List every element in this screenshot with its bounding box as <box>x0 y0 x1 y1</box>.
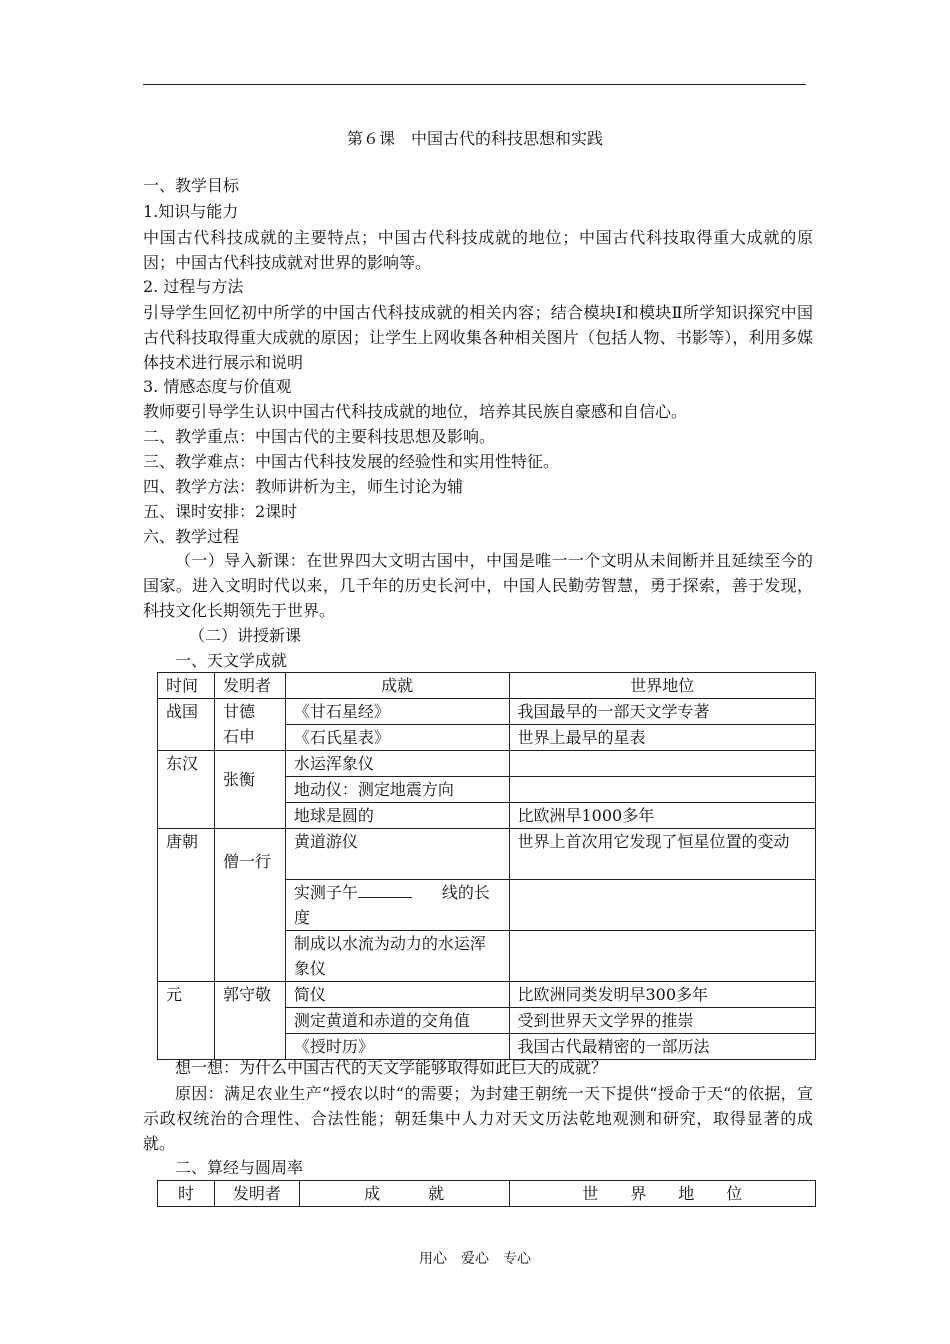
achievement-cell: 《甘石星经》 <box>285 699 509 725</box>
inventor-shishen: 石申 <box>222 727 255 746</box>
inventor-cell: 僧一行 <box>214 829 285 982</box>
status-cell: 比欧洲早1000多年 <box>509 803 816 829</box>
knowledge-text: 中国古代科技成就的主要特点；中国古代科技成就的地位；中国古代科技取得重大成就的原因；中国古代科技成就对世界的影响等。 <box>143 228 813 272</box>
meridian-text: 实测子午 <box>293 883 358 902</box>
achievement-cell: 简仪 <box>285 982 509 1008</box>
reason-paragraph: 原因：满足农业生产“授农以时“的需要；为封建王朝统一天下提供“授命于天“的依据，宣示政权统治的合理性、合法性能；朝廷集中人力对天文历法乾地观测和研究，取得显著的成就。 <box>143 1084 813 1153</box>
status-cell: 世界上首次用它发现了恒星位置的变动 <box>509 829 816 880</box>
process-text: 引导学生回忆初中所学的中国古代科技成就的相关内容；结合模块Ⅰ和模块Ⅱ所学知识探究中国古代科技取得重大成就的原因；让学生上网收集各种相关图片（包括人物、书影等），利用多媒体技术进行展示和说明 <box>143 303 813 372</box>
math-heading: 二、算经与圆周率 <box>175 1158 304 1177</box>
page-title: 第６课 中国古代的科技思想和实践 <box>346 129 603 148</box>
table-row <box>158 829 816 880</box>
header-world-status: 世 界 地 位 <box>509 1181 815 1207</box>
header-inventor: 发明者 <box>214 673 285 699</box>
meridian-suffix: 线的长度 <box>293 883 490 927</box>
table-header-row <box>158 673 816 699</box>
achievement-cell: 水运浑象仪 <box>285 751 509 777</box>
achievement-cell: 地球是圆的 <box>285 803 509 829</box>
table-row <box>158 699 816 725</box>
era-cell: 东汉 <box>158 751 215 829</box>
header-inventor: 发明者 <box>214 1181 299 1207</box>
emotion-text: 教师要引导学生认识中国古代科技成就的地位，培养其民族自豪感和自信心。 <box>143 402 688 421</box>
achievement-cell: 制成以水流为动力的水运浑象仪 <box>285 931 509 982</box>
achievement-cell: 地动仪：测定地震方向 <box>285 777 509 803</box>
status-cell <box>509 751 816 777</box>
key-point: 二、教学重点：中国古代的主要科技思想及影响。 <box>143 427 496 446</box>
header-time: 时间 <box>158 673 215 699</box>
astronomy-heading: 一、天文学成就 <box>175 651 288 670</box>
status-cell: 世界上最早的星表 <box>509 725 816 751</box>
header-achievement: 成 就 <box>299 1181 509 1207</box>
difficulty: 三、教学难点：中国古代科技发展的经验性和实用性特征。 <box>143 452 560 471</box>
achievement-cell: 《授时历》 <box>285 1034 509 1060</box>
intro-paragraph: （一）导入新课：在世界四大文明古国中，中国是唯一一个文明从未间断并且延续至今的国家。进入文明时代以来，几千年的历史长河中，中国人民勤劳智慧，勇于探索，善于发现，科技文化长期领先于世界。 <box>143 551 813 620</box>
status-cell <box>509 777 816 803</box>
achievement-cell: 测定黄道和赤道的交角值 <box>285 1008 509 1034</box>
inventor-cell: 郭守敬 <box>214 982 285 1060</box>
page-footer: 用心 爱心 专心 <box>419 1251 531 1267</box>
process-steps-heading: 六、教学过程 <box>143 527 240 546</box>
teaching-method: 四、教学方法：教师讲析为主，师生讨论为辅 <box>143 477 464 496</box>
table-header-row <box>158 1181 816 1207</box>
status-cell <box>509 931 816 982</box>
inventor-gande: 甘德 <box>222 702 255 721</box>
goal-heading: 一、教学目标 <box>143 176 240 195</box>
process-heading: 2. 过程与方法 <box>143 277 244 296</box>
achievement-cell: 《石氏星表》 <box>285 725 509 751</box>
astronomy-table <box>157 672 816 1060</box>
achievement-cell: 黄道游仪 <box>285 829 509 880</box>
table-row <box>158 982 816 1008</box>
think-question: 想一想：为什么中国古代的天文学能够取得如此巨大的成就？ <box>175 1058 608 1077</box>
inventor-cell <box>214 699 285 751</box>
header-rule <box>143 84 806 85</box>
schedule: 五、课时安排：2课时 <box>143 502 298 521</box>
status-cell: 受到世界天文学界的推崇 <box>509 1008 816 1034</box>
status-cell: 我国古代最精密的一部历法 <box>509 1034 816 1060</box>
header-achievement: 成就 <box>285 673 509 699</box>
header-time: 时 <box>158 1181 215 1207</box>
inventor-cell: 张衡 <box>214 751 285 829</box>
math-table <box>157 1180 816 1207</box>
new-lesson-heading: （二）讲授新课 <box>189 626 302 645</box>
blank-line <box>358 883 412 898</box>
status-cell: 我国最早的一部天文学专著 <box>509 699 816 725</box>
table-row <box>158 751 816 777</box>
era-cell: 元 <box>158 982 215 1060</box>
status-cell: 比欧洲同类发明早300多年 <box>509 982 816 1008</box>
status-cell <box>509 880 816 931</box>
emotion-heading: 3. 情感态度与价值观 <box>143 377 292 396</box>
era-cell: 唐朝 <box>158 829 215 982</box>
era-cell: 战国 <box>158 699 215 751</box>
achievement-cell <box>285 880 509 931</box>
knowledge-heading: 1.知识与能力 <box>143 202 239 221</box>
header-world-status: 世界地位 <box>509 673 816 699</box>
